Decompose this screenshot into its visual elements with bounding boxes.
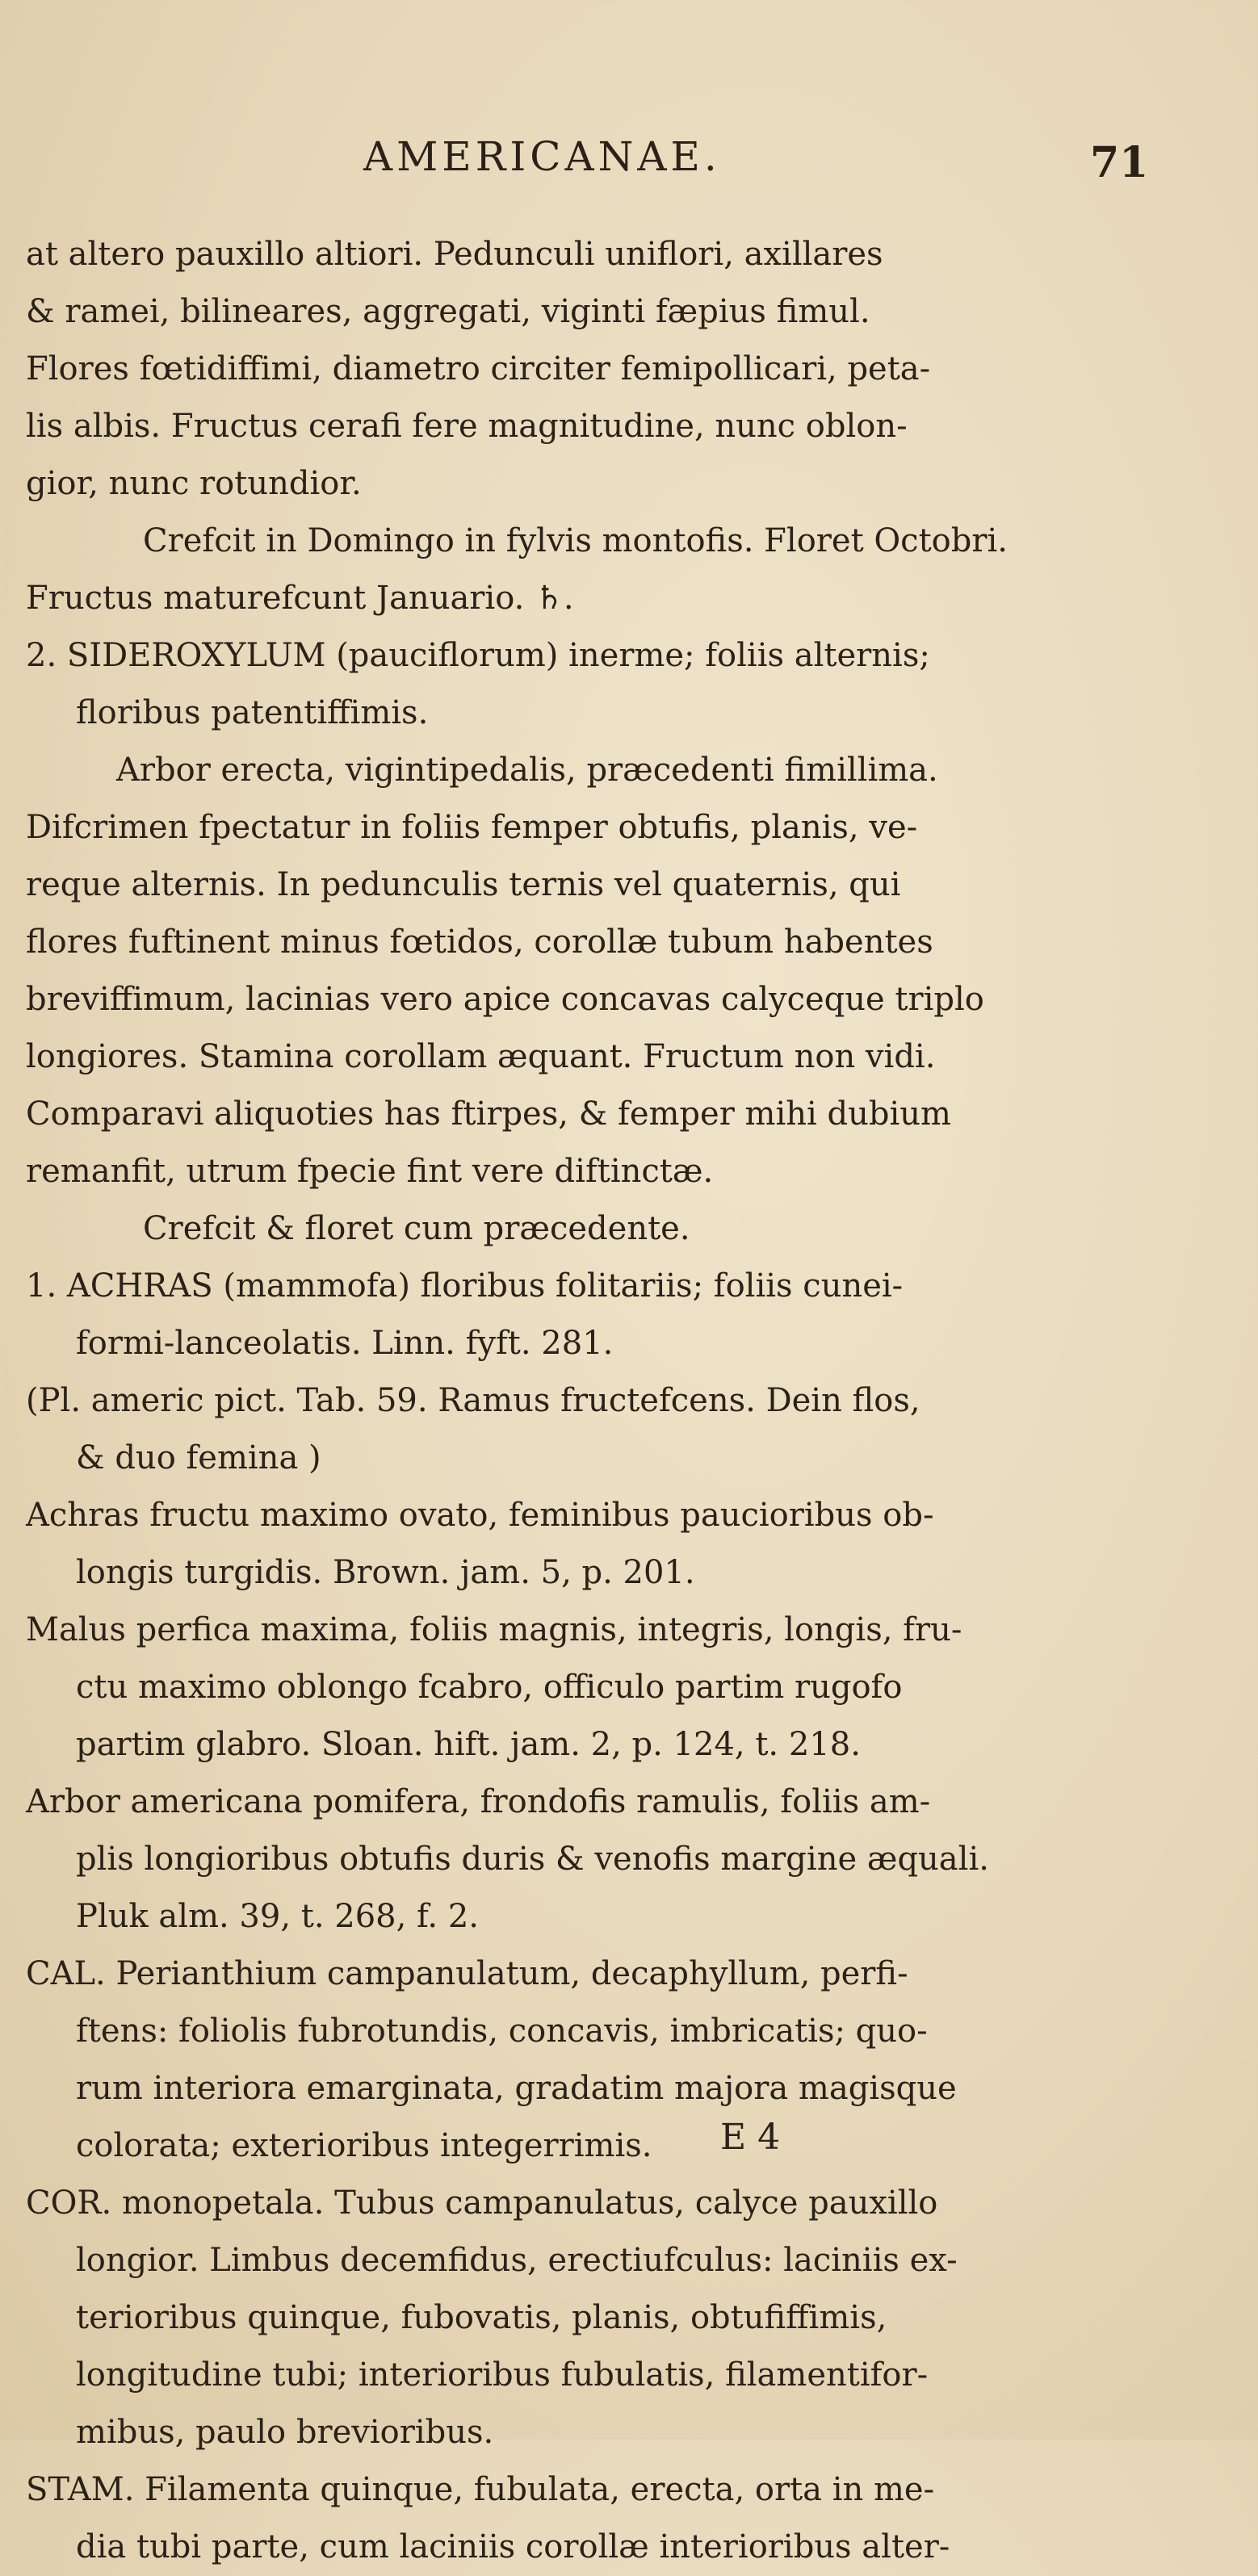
text-line: Arbor americana pomifera, frondofis ramulis, foliis am-: [26, 1783, 931, 1820]
text-line: Crefcit in Domingo in fylvis montofis. Floret Octobri.: [143, 522, 1008, 559]
text-line: COR. monopetala. Tubus campanulatus, calyce pauxillo: [26, 2184, 938, 2222]
text-line: longitudine tubi; interioribus fubulatis, filamentifor-: [76, 2356, 929, 2394]
text-line: longiores. Stamina corollam æquant. Fructum non vidi.: [26, 1038, 936, 1075]
text-line: flores fuftinent minus fœtidos, corollæ tubum habentes: [26, 924, 933, 961]
text-line: Achras fructu maximo ovato, feminibus paucioribus ob-: [26, 1497, 934, 1534]
text-line: Pluk alm. 39, t. 268, f. 2.: [76, 1898, 480, 1935]
text-line: rum interiora emarginata, gradatim majora magisque: [76, 2070, 957, 2107]
species-heading: 1. ACHRAS (mammofa) floribus folitariis; foliis cunei-: [26, 1267, 904, 1305]
text-line: longis turgidis. Brown. jam. 5, p. 201.: [76, 1554, 695, 1591]
text-line: dia tubi parte, cum laciniis corollæ interioribus alter-: [76, 2528, 950, 2566]
text-line: Difcrimen fpectatur in foliis femper obtufis, planis, ve-: [26, 809, 918, 846]
text-line: remanfit, utrum fpecie fint vere diftinctæ.: [26, 1153, 714, 1190]
text-line: colorata; exterioribus integerrimis.: [76, 2127, 652, 2164]
text-line: ctu maximo oblongo fcabro, officulo partim rugofo: [76, 1669, 903, 1706]
text-line: & ramei, bilineares, aggregati, viginti fæpius fimul.: [26, 293, 870, 330]
text-line: Fructus maturefcunt Januario. ♄.: [26, 580, 574, 617]
text-line: formi-lanceolatis. Linn. fyft. 281.: [76, 1325, 614, 1362]
text-line: Flores fœtidiffimi, diametro circiter femipollicari, peta-: [26, 350, 931, 387]
text-line: Comparavi aliquoties has ftirpes, & femper mihi dubium: [26, 1095, 951, 1133]
text-line: longior. Limbus decemfidus, erectiufculus: laciniis ex-: [76, 2242, 958, 2279]
text-line: terioribus quinque, fubovatis, planis, obtufiffimis,: [76, 2299, 887, 2336]
page-number: 71: [1090, 138, 1149, 187]
text-line: ftens: foliolis fubrotundis, concavis, imbricatis; quo-: [76, 2013, 928, 2050]
text-line: Malus perfica maxima, foliis magnis, integris, longis, fru-: [26, 1611, 962, 1648]
text-line: mibus, paulo brevioribus.: [76, 2414, 494, 2451]
body-text: [26, 226, 1189, 2576]
text-line: at altero pauxillo altiori. Pedunculi uniflori, axillares: [26, 236, 883, 273]
text-line: gior, nunc rotundior.: [26, 465, 362, 502]
page-header: [0, 133, 1258, 198]
text-line: STAM. Filamenta quinque, fubulata, erecta, orta in me-: [26, 2471, 935, 2508]
text-line: floribus patentiffimis.: [76, 694, 429, 731]
text-line: reque alternis. In pedunculis ternis vel quaternis, qui: [26, 866, 901, 903]
text-line: lis albis. Fructus cerafi fere magnitudine, nunc oblon-: [26, 408, 908, 445]
text-line: Arbor erecta, vigintipedalis, præcedenti fimillima.: [116, 752, 938, 789]
text-line: plis longioribus obtufis duris & venofis margine æquali.: [76, 1841, 989, 1878]
text-line: breviffimum, lacinias vero apice concavas calyceque triplo: [26, 981, 984, 1018]
text-line: (Pl. americ pict. Tab. 59. Ramus fructefcens. Dein flos,: [26, 1382, 920, 1419]
text-line: & duo femina ): [76, 1439, 321, 1476]
running-head: AMERICANAE.: [363, 133, 721, 180]
text-line: partim glabro. Sloan. hift. jam. 2, p. 124, t. 218.: [76, 1726, 861, 1763]
text-line: Crefcit & floret cum præcedente.: [143, 1210, 690, 1247]
species-heading: 2. SIDEROXYLUM (pauciflorum) inerme; foliis alternis;: [26, 637, 930, 674]
signature-mark: E 4: [720, 2117, 781, 2158]
text-line: CAL. Perianthium campanulatum, decaphyllum, perfi-: [26, 1955, 908, 1992]
